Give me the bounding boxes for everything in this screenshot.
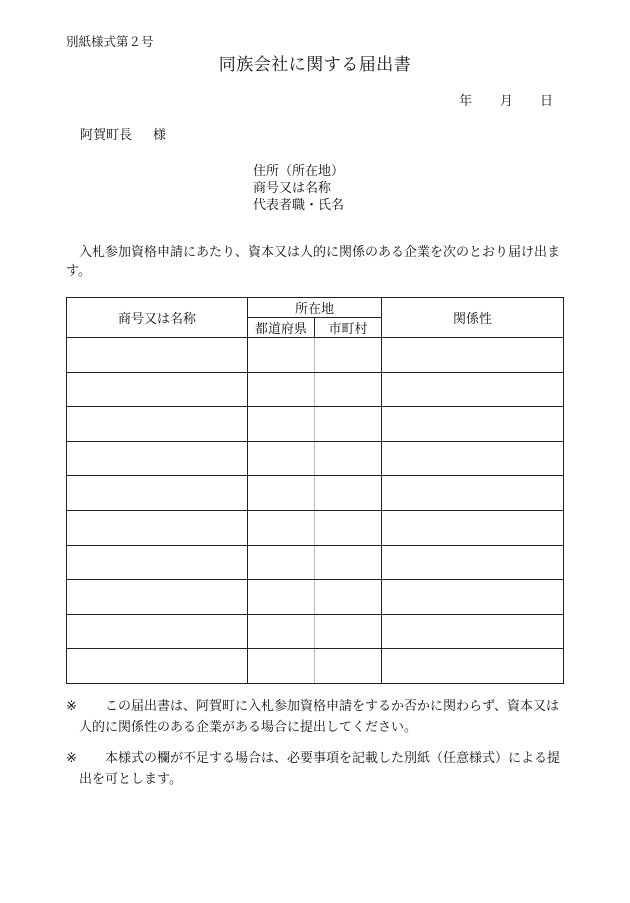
table-row [67, 614, 564, 649]
municipality-cell[interactable] [315, 476, 382, 511]
prefecture-cell[interactable] [248, 372, 315, 407]
company-cell[interactable] [67, 614, 248, 649]
relationship-cell[interactable] [382, 476, 564, 511]
company-cell[interactable] [67, 407, 248, 442]
relationship-cell[interactable] [382, 649, 564, 684]
municipality-cell[interactable] [315, 510, 382, 545]
intro-text: 入札参加資格申請にあたり、資本又は人的に関係のある企業を次のとおり届け出ます。 [66, 245, 561, 279]
note-1-mark: ※ [66, 699, 77, 714]
note-1-text: この届出書は、阿賀町に入札参加資格申請をするか否かに関わらず、資本又は人的に関係性のある企業がある場合に提出してください。 [79, 699, 559, 735]
applicant-representative-label: 代表者職・氏名 [253, 198, 345, 213]
table-body [67, 338, 564, 684]
prefecture-cell[interactable] [248, 407, 315, 442]
prefecture-cell[interactable] [248, 441, 315, 476]
header-municipality: 市町村 [315, 318, 382, 338]
company-cell[interactable] [67, 338, 248, 373]
header-location: 所在地 [248, 298, 382, 318]
relationship-cell[interactable] [382, 510, 564, 545]
addressee-suffix: 様 [153, 128, 167, 143]
header-prefecture: 都道府県 [248, 318, 315, 338]
table-row [67, 441, 564, 476]
table-row [67, 372, 564, 407]
relationship-cell[interactable] [382, 614, 564, 649]
municipality-cell[interactable] [315, 614, 382, 649]
company-cell[interactable] [67, 441, 248, 476]
prefecture-cell[interactable] [248, 580, 315, 615]
relationship-cell[interactable] [382, 441, 564, 476]
header-relationship: 関係性 [382, 298, 564, 338]
applicant-address-label: 住所（所在地） [253, 164, 345, 179]
prefecture-cell[interactable] [248, 649, 315, 684]
municipality-cell[interactable] [315, 441, 382, 476]
municipality-cell[interactable] [315, 338, 382, 373]
table-row [67, 545, 564, 580]
municipality-cell[interactable] [315, 545, 382, 580]
relationship-cell[interactable] [382, 580, 564, 615]
prefecture-cell[interactable] [248, 614, 315, 649]
date-month-label: 月 [500, 94, 514, 109]
prefecture-cell[interactable] [248, 545, 315, 580]
relationship-cell[interactable] [382, 338, 564, 373]
note-2-text: 本様式の欄が不足する場合は、必要事項を記載した別紙（任意様式）による提出を可とします。 [79, 751, 561, 787]
relationship-cell[interactable] [382, 372, 564, 407]
table-row [67, 510, 564, 545]
related-company-table [66, 297, 564, 684]
company-cell[interactable] [67, 510, 248, 545]
table-row [67, 338, 564, 373]
applicant-company-label: 商号又は名称 [253, 181, 332, 196]
company-cell[interactable] [67, 649, 248, 684]
addressee-name: 阿賀町長 [80, 128, 133, 143]
note-2-mark: ※ [66, 751, 77, 766]
company-cell[interactable] [67, 545, 248, 580]
company-cell[interactable] [67, 372, 248, 407]
table-row [67, 580, 564, 615]
document-title: 同族会社に関する届出書 [218, 55, 412, 75]
municipality-cell[interactable] [315, 407, 382, 442]
table-row [67, 649, 564, 684]
prefecture-cell[interactable] [248, 338, 315, 373]
header-company: 商号又は名称 [67, 298, 248, 338]
table-row [67, 407, 564, 442]
municipality-cell[interactable] [315, 372, 382, 407]
relationship-cell[interactable] [382, 545, 564, 580]
company-cell[interactable] [67, 476, 248, 511]
date-day-label: 日 [540, 94, 554, 109]
form-number: 別紙様式第２号 [66, 34, 154, 49]
table-row [67, 476, 564, 511]
relationship-cell[interactable] [382, 407, 564, 442]
municipality-cell[interactable] [315, 649, 382, 684]
prefecture-cell[interactable] [248, 510, 315, 545]
company-cell[interactable] [67, 580, 248, 615]
date-year-label: 年 [459, 94, 473, 109]
municipality-cell[interactable] [315, 580, 382, 615]
prefecture-cell[interactable] [248, 476, 315, 511]
